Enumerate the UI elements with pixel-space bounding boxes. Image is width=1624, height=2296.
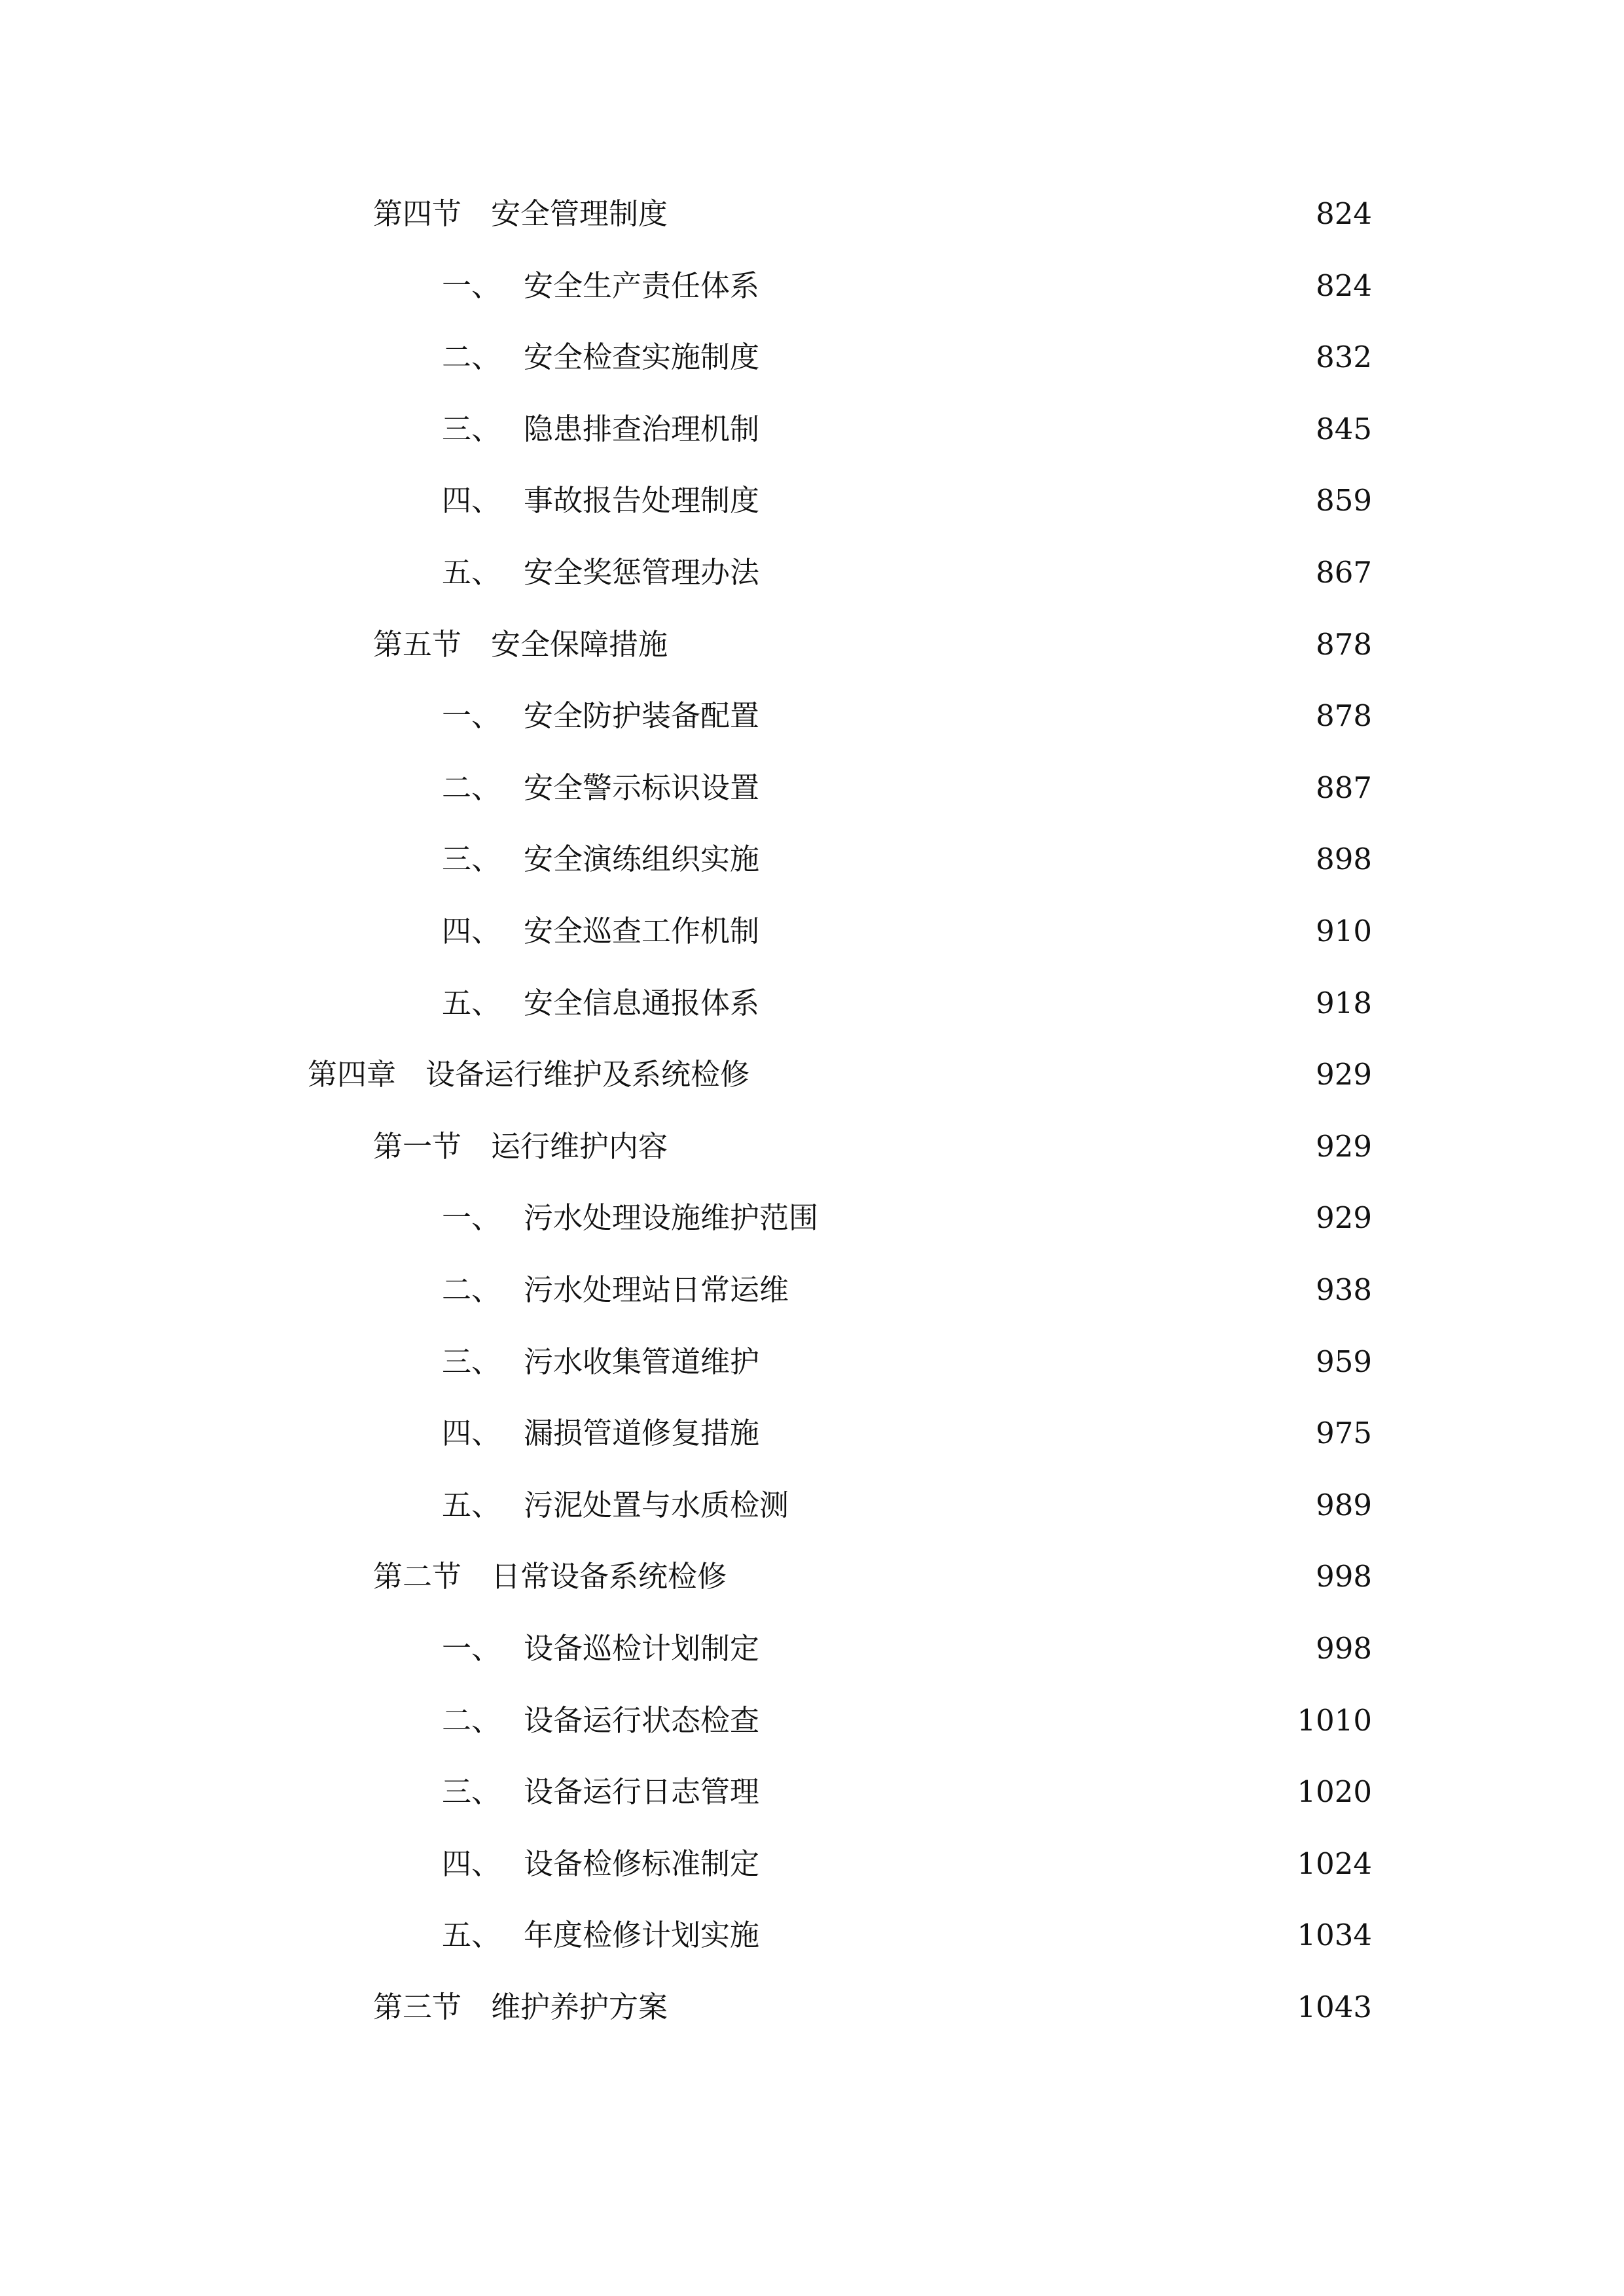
toc-dot-leader — [766, 765, 1299, 811]
toc-entry-title: 设备运行状态检查 — [524, 1702, 760, 1738]
toc-entry-number: 四、 — [442, 914, 501, 948]
toc-entry-label — [442, 1267, 789, 1313]
toc-entry-label — [373, 1124, 668, 1170]
toc-entry-number: 一、 — [442, 1200, 501, 1236]
toc-page-number: 1034 — [1297, 1918, 1372, 1953]
toc-page-number: 1020 — [1297, 1774, 1372, 1810]
toc-entry[interactable] — [373, 1554, 1372, 1600]
toc-entry-label — [442, 1195, 818, 1241]
toc-dot-leader — [766, 263, 1299, 309]
toc-entry-title: 安全防护装备配置 — [524, 698, 760, 734]
toc-entry-title: 安全信息通报体系 — [524, 985, 760, 1020]
toc-entry-number: 第一节 — [373, 1128, 462, 1164]
toc-page-number: 1024 — [1297, 1846, 1372, 1881]
toc-dot-leader — [766, 980, 1299, 1026]
toc-entry-number: 二、 — [442, 1272, 501, 1307]
toc-entry-number: 二、 — [442, 340, 501, 375]
toc-entry-label — [442, 478, 759, 524]
toc-entry-title: 设备巡检计划制定 — [524, 1631, 760, 1666]
toc-entry-label — [442, 1841, 759, 1887]
toc-entry-label — [442, 1339, 759, 1385]
toc-entry-number: 三、 — [442, 1344, 501, 1379]
toc-page-number: 1043 — [1297, 1990, 1372, 2024]
toc-entry-number: 一、 — [442, 698, 501, 734]
toc-entry-number: 四、 — [442, 1846, 501, 1881]
toc-entry[interactable] — [442, 980, 1372, 1026]
toc-entry-label — [442, 1912, 759, 1958]
toc-entry[interactable] — [442, 1769, 1372, 1815]
toc-entry-title: 设备运行维护及系统检修 — [425, 1057, 750, 1092]
toc-entry-label — [373, 1984, 668, 2030]
toc-page-number: 998 — [1316, 1559, 1372, 1594]
toc-entry-title: 安全巡查工作机制 — [524, 914, 760, 948]
toc-entry-label — [442, 980, 759, 1026]
toc-page-number: 845 — [1316, 411, 1372, 446]
toc-entry-title: 漏损管道修复措施 — [524, 1416, 760, 1451]
toc-entry-label — [442, 263, 759, 309]
toc-entry-title: 日常设备系统检修 — [491, 1559, 727, 1594]
toc-dot-leader — [756, 1052, 1299, 1098]
toc-dot-leader — [766, 406, 1299, 452]
toc-entry-number: 二、 — [442, 770, 501, 805]
toc-entry[interactable] — [442, 1698, 1372, 1744]
toc-entry-label — [373, 1554, 727, 1600]
toc-entry-number: 第五节 — [373, 626, 462, 662]
toc-dot-leader — [825, 1195, 1299, 1241]
toc-entry[interactable] — [442, 693, 1372, 739]
toc-dot-leader — [766, 1912, 1289, 1958]
toc-entry-title: 设备运行日志管理 — [524, 1774, 760, 1810]
toc-page-number: 938 — [1316, 1272, 1372, 1307]
toc-entry[interactable] — [442, 1195, 1372, 1241]
toc-entry-label — [373, 191, 668, 237]
toc-entry[interactable] — [442, 334, 1372, 380]
toc-page-number: 878 — [1316, 698, 1372, 734]
toc-entry-label — [442, 836, 759, 882]
toc-entry-number: 第三节 — [373, 1990, 462, 2024]
toc-entry[interactable] — [442, 1912, 1372, 1958]
toc-entry-number: 第二节 — [373, 1559, 462, 1594]
toc-entry[interactable] — [442, 1841, 1372, 1887]
toc-entry[interactable] — [442, 908, 1372, 954]
toc-page-number: 929 — [1316, 1128, 1372, 1164]
toc-entry-number: 第四节 — [373, 196, 462, 231]
toc-page-number: 975 — [1316, 1416, 1372, 1451]
toc-dot-leader — [674, 191, 1299, 237]
toc-entry-label — [442, 1769, 759, 1815]
toc-entry[interactable] — [442, 1339, 1372, 1385]
toc-entry-label — [442, 693, 759, 739]
toc-entry[interactable] — [373, 1984, 1372, 2030]
toc-entry-title: 设备检修标准制定 — [524, 1846, 760, 1881]
toc-entry-number: 五、 — [442, 555, 501, 590]
toc-page-number: 910 — [1316, 914, 1372, 948]
toc-dot-leader — [766, 1841, 1289, 1887]
toc-dot-leader — [766, 693, 1299, 739]
toc-page-number: 959 — [1316, 1344, 1372, 1379]
toc-entry-label — [442, 1482, 789, 1528]
toc-entry-title: 年度检修计划实施 — [524, 1918, 760, 1953]
toc-dot-leader — [766, 1769, 1289, 1815]
toc-entry[interactable] — [442, 1410, 1372, 1456]
toc-dot-leader — [766, 550, 1299, 596]
toc-page-number: 918 — [1316, 985, 1372, 1020]
toc-entry-number: 五、 — [442, 1487, 501, 1522]
toc-entry-title: 安全警示标识设置 — [524, 770, 760, 805]
toc-entry-label — [442, 908, 759, 954]
toc-entry-title: 污水处理设施维护范围 — [524, 1200, 819, 1236]
toc-entry-number: 五、 — [442, 1918, 501, 1953]
toc-page-number: 859 — [1316, 483, 1372, 518]
toc-entry-title: 隐患排查治理机制 — [524, 411, 760, 446]
toc-dot-leader — [766, 1698, 1289, 1744]
toc-entry-number: 四、 — [442, 1416, 501, 1451]
toc-page-number: 1010 — [1297, 1702, 1372, 1738]
toc-page-number: 867 — [1316, 555, 1372, 590]
toc-dot-leader — [674, 622, 1299, 668]
toc-page-number: 898 — [1316, 842, 1372, 877]
toc-page-number: 998 — [1316, 1631, 1372, 1666]
toc-page-number: 832 — [1316, 340, 1372, 375]
toc-entry-title: 运行维护内容 — [491, 1128, 668, 1164]
toc-entry[interactable] — [442, 550, 1372, 596]
toc-entry-label — [442, 1410, 759, 1456]
toc-entry-title: 事故报告处理制度 — [524, 483, 760, 518]
toc-entry-number: 第四章 — [308, 1057, 397, 1092]
toc-entry[interactable] — [442, 765, 1372, 811]
toc-entry-label — [442, 1626, 759, 1672]
toc-entry[interactable] — [442, 263, 1372, 309]
toc-entry[interactable] — [442, 1267, 1372, 1313]
toc-entry-title: 污水收集管道维护 — [524, 1344, 760, 1379]
toc-dot-leader — [674, 1984, 1289, 2030]
toc-entry-title: 安全演练组织实施 — [524, 842, 760, 877]
toc-page-number: 824 — [1316, 196, 1372, 231]
toc-entry[interactable] — [442, 478, 1372, 524]
toc-entry-number: 三、 — [442, 411, 501, 446]
toc-entry[interactable] — [442, 836, 1372, 882]
toc-entry-title: 安全管理制度 — [491, 196, 668, 231]
toc-entry-title: 安全保障措施 — [491, 626, 668, 662]
toc-dot-leader — [766, 1626, 1299, 1672]
toc-entry[interactable] — [373, 1124, 1372, 1170]
toc-entry-number: 一、 — [442, 1631, 501, 1666]
toc-dot-leader — [795, 1482, 1299, 1528]
toc-page-number: 878 — [1316, 626, 1372, 662]
toc-entry-label — [442, 406, 759, 452]
toc-entry-number: 三、 — [442, 842, 501, 877]
toc-entry-number: 四、 — [442, 483, 501, 518]
toc-entry-number: 一、 — [442, 268, 501, 303]
toc-dot-leader — [766, 334, 1299, 380]
toc-page-number: 824 — [1316, 268, 1372, 303]
toc-entry-number: 五、 — [442, 985, 501, 1020]
toc-entry-label — [442, 1698, 759, 1744]
toc-entry[interactable] — [442, 1482, 1372, 1528]
toc-entry[interactable] — [442, 406, 1372, 452]
toc-entry-number: 三、 — [442, 1774, 501, 1810]
toc-entry-label — [442, 334, 759, 380]
toc-entry-title: 维护养护方案 — [491, 1990, 668, 2024]
toc-entry-title: 污泥处置与水质检测 — [524, 1487, 789, 1522]
toc-dot-leader — [766, 1410, 1299, 1456]
toc-entry-label — [373, 622, 668, 668]
toc-page-number: 989 — [1316, 1487, 1372, 1522]
toc-page-number: 929 — [1316, 1200, 1372, 1236]
toc-dot-leader — [795, 1267, 1299, 1313]
toc-entry-label — [308, 1052, 749, 1098]
toc-entry[interactable] — [308, 1052, 1372, 1098]
toc-dot-leader — [733, 1554, 1299, 1600]
toc-dot-leader — [766, 908, 1299, 954]
toc-entry-label — [442, 550, 759, 596]
toc-entry[interactable] — [373, 622, 1372, 668]
toc-dot-leader — [766, 478, 1299, 524]
toc-dot-leader — [674, 1124, 1299, 1170]
toc-dot-leader — [766, 836, 1299, 882]
toc-entry-number: 二、 — [442, 1702, 501, 1738]
toc-entry-title: 污水处理站日常运维 — [524, 1272, 789, 1307]
toc-page-number: 929 — [1316, 1057, 1372, 1092]
toc-entry[interactable] — [373, 191, 1372, 237]
toc-entry[interactable] — [442, 1626, 1372, 1672]
toc-entry-title: 安全检查实施制度 — [524, 340, 760, 375]
toc-dot-leader — [766, 1339, 1299, 1385]
toc-entry-title: 安全奖惩管理办法 — [524, 555, 760, 590]
toc-page-number: 887 — [1316, 770, 1372, 805]
toc-entry-label — [442, 765, 759, 811]
toc-entry-title: 安全生产责任体系 — [524, 268, 760, 303]
